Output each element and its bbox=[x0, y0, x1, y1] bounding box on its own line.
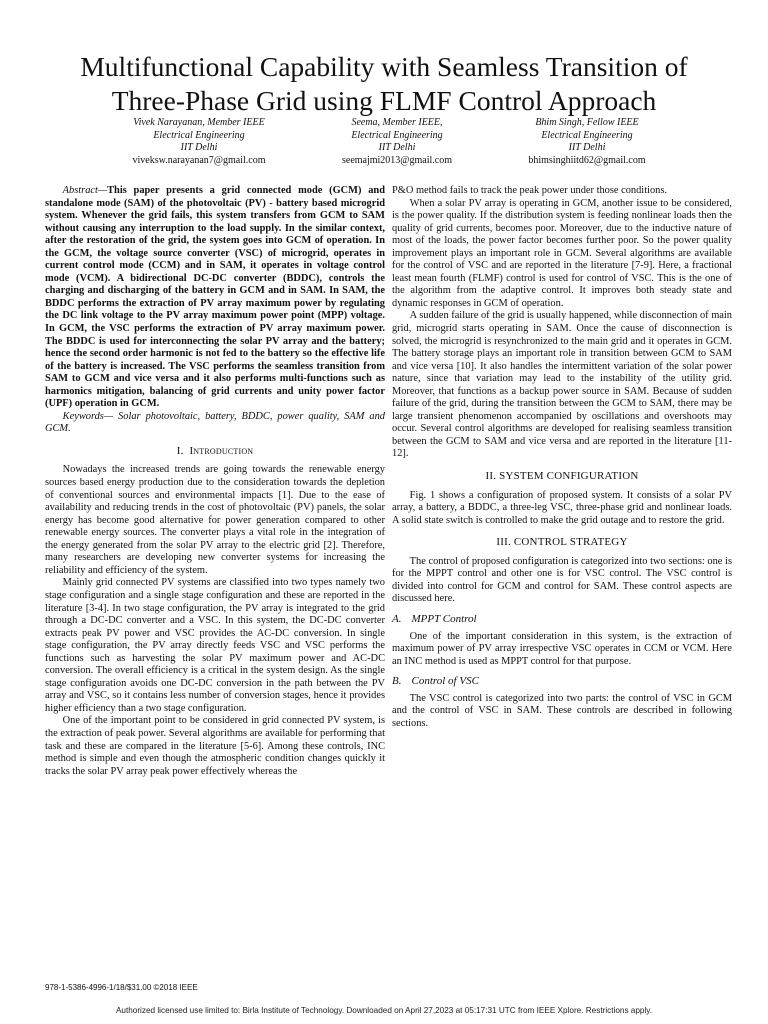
section-number: I. bbox=[176, 444, 184, 457]
keywords: Keywords— Solar photovoltaic, battery, BDDC, power quality, SAM and GCM. bbox=[45, 410, 385, 435]
paragraph: A sudden failure of the grid is usually happened, while disconnection of main grid, microgrid starts operating in SAM. Once the cause of disconnection is solved, the microgrid is resynchronized to the main grid and it operates in GCM. The battery storage plays an important role in transition between GCM to SAM and vice versa [10]. It also handles the intermittent variation of the solar power nature, since that variation may lead to the instability of the utility grid. Moreover, that functions as a backup power source in SAM. Because of sudden failure of the grid, during the transition between the GCM to SAM, there may be large transient phenomenon accompanied by oscillations and overshoots may occur. Several control algorithms are developed for realising seamless transition between the GCM to SAM and vice versa and are reported in the literature [11-12]. bbox=[392, 310, 732, 460]
author-institution: IIT Delhi bbox=[568, 142, 606, 153]
paragraph: One of the important consideration in this system, is the extraction of maximum power of PV array irrespective VSC operates in CCM or VCM. Here an INC method is used as MPPT control for that purpose. bbox=[392, 630, 732, 667]
paragraph: The control of proposed configuration is categorized into two sections: one is for the MPPT control and other one is for VSC control. The VSC control is divided into control for GCM and control for SAM. These control aspects are discussed here. bbox=[392, 555, 732, 605]
paragraph: Mainly grid connected PV systems are classified into two types namely two stage configuration and a single stage configuration and these are reported in the literature [3-4]. In two stage configuration, the PV array is integrated to the grid through a DC-DC converter and a VSC. In this system, the DC-DC converter extracts peak PV power and VSC provides the AC-DC conversion. In single stage configuration, the PV array directly feeds VSC and VSC performs the functions such as harvesting the solar PV maximum power and AC-DC conversion. The overall efficiency is a critical in the system design. As the single stage configuration avoids one DC-DC conversion in the path between the PV array and VSC, so it contains less number of conversion stages, hence it provides higher efficiency than a two stage configuration. bbox=[45, 577, 385, 714]
subsection-title: Control of VSC bbox=[411, 675, 479, 688]
author-block-3 bbox=[472, 117, 702, 167]
section-heading-control-strategy: III. CONTROL STRATEGY bbox=[496, 536, 628, 549]
author-block-1 bbox=[84, 117, 314, 167]
author-email: viveksw.narayanan7@gmail.com bbox=[132, 154, 266, 166]
section-heading-introduction bbox=[45, 445, 385, 458]
section-title: Introduction bbox=[189, 444, 254, 457]
paragraph: P&O method fails to track the peak power under those conditions. bbox=[392, 185, 668, 196]
abstract-text: This paper presents a grid connected mode (GCM) and standalone mode (SAM) of the photovoltaic (PV) - battery based microgrid system. Whenever the grid fails, this system transfers from GCM to SAM without causing any interruption to the load supply. In the similar context, after the restoration of the grid, the system goes into GCM of operation. In the GCM, the voltage source converter (VSC) of microgrid, operates in current control mode (CCM) and in SAM, it operates in voltage control mode (VCM). A bidirectional DC-DC converter (BDDC), controls the charging and discharging of the battery in GCM and in SAM. In SAM, the BDDC performs the extraction of PV array maximum power by regulating the DC link voltage to the PV array maximum power point (MPP) voltage. In GCM, the VSC performs the extraction of PV array maximum power. The BDDC is used for interconnecting the solar PV array and the battery; hence the second order harmonic is not fed to the battery so the effective life of the battery is increased. The VSC performs the seamless transition from SAM to GCM and vice versa and it also performs multi-functions such as harmonics mitigation, balancing of grid currents and unity power factor (UPF) operation in GCM. bbox=[45, 185, 385, 410]
author-dept: Electrical Engineering bbox=[153, 129, 245, 141]
title-line-2: Three-Phase Grid using FLMF Control Approach bbox=[111, 85, 657, 116]
right-column bbox=[392, 185, 732, 730]
left-column bbox=[45, 185, 385, 778]
author-dept: Electrical Engineering bbox=[541, 129, 633, 141]
paragraph: Nowadays the increased trends are going towards the renewable energy sources based energy production due to the consideration towards the depletion of conventional sources and environmental impacts [1]. Due to the ease of availability and reducing trends in the cost of photovoltaic (PV) panels, the solar energy has become good alternative for power generation compared to other renewable energy sources. The converter plays a vital role in the integration of the energy generated from the solar PV array to the electric grid [2]. Therefore, many researchers are developing new converter systems for increasing the reliability and efficiency of the system. bbox=[45, 464, 385, 576]
license-notice: Authorized licensed use limited to: Birla Institute of Technology. Downloaded on April 27,2023 at 05:17:31 UTC from IEEE Xplore. Restrictions apply. bbox=[115, 1006, 653, 1015]
author-email: seemajmi2013@gmail.com bbox=[341, 154, 453, 166]
subsection-title: MPPT Control bbox=[411, 612, 477, 625]
section-heading-system-configuration: II. SYSTEM CONFIGURATION bbox=[485, 470, 639, 483]
subsection-letter: B. bbox=[392, 675, 402, 688]
copyright-notice: 978-1-5386-4996-1/18/$31.00 ©2018 IEEE bbox=[45, 983, 198, 992]
author-institution: IIT Delhi bbox=[180, 142, 218, 153]
author-name: Seema, Member IEEE, bbox=[351, 117, 443, 128]
abstract bbox=[45, 185, 385, 411]
subsection-heading-vsc bbox=[392, 675, 732, 688]
paragraph: One of the important point to be considered in grid connected PV system, is the extraction of peak power. Several algorithms are available for performing that task and these are compared in the literature [5-6]. Among these controls, INC method is simple and even though the atmospheric condition changes quickly it tracks the solar PV array peak power effectively whereas the bbox=[45, 715, 385, 777]
author-dept: Electrical Engineering bbox=[351, 129, 443, 141]
subsection-heading-mppt bbox=[392, 613, 732, 626]
paragraph: The VSC control is categorized into two parts: the control of VSC in GCM and the control of VSC in SAM. These controls are described in following sections. bbox=[392, 692, 732, 729]
author-email: bhimsinghiitd62@gmail.com bbox=[528, 154, 646, 166]
paragraph: Fig. 1 shows a configuration of proposed system. It consists of a solar PV array, a battery, a BDDC, a three-leg VSC, three-phase grid and nonlinear loads. A solid state switch is controlled to make the grid outage and to restore the grid. bbox=[392, 489, 732, 526]
paper-title bbox=[30, 50, 738, 118]
title-line-1: Multifunctional Capability with Seamless Transition of bbox=[80, 51, 688, 82]
author-institution: IIT Delhi bbox=[378, 142, 416, 153]
author-name: Bhim Singh, Fellow IEEE bbox=[535, 117, 639, 128]
subsection-letter: A. bbox=[392, 612, 402, 625]
abstract-label: Abstract— bbox=[62, 185, 108, 196]
author-name: Vivek Narayanan, Member IEEE bbox=[133, 117, 265, 128]
paragraph: When a solar PV array is operating in GCM, another issue to be considered, is the power quality. If the distribution system is feeding nonlinear loads then the quality of grid currents, becomes poor. Moreover, due to the inductive nature of most of the loads, the power factor becomes further poor. So the power quality improvement plays an important role in GCM. Several algorithms are available for the control of VSC and are reported in the literature [7-9]. Here, a fractional least mean fourth (FLMF) control is used for control of VSC. This is the one of the algorithm from the adaptive control. It improves both steady state and dynamic responses in GCM of operation. bbox=[392, 197, 732, 309]
